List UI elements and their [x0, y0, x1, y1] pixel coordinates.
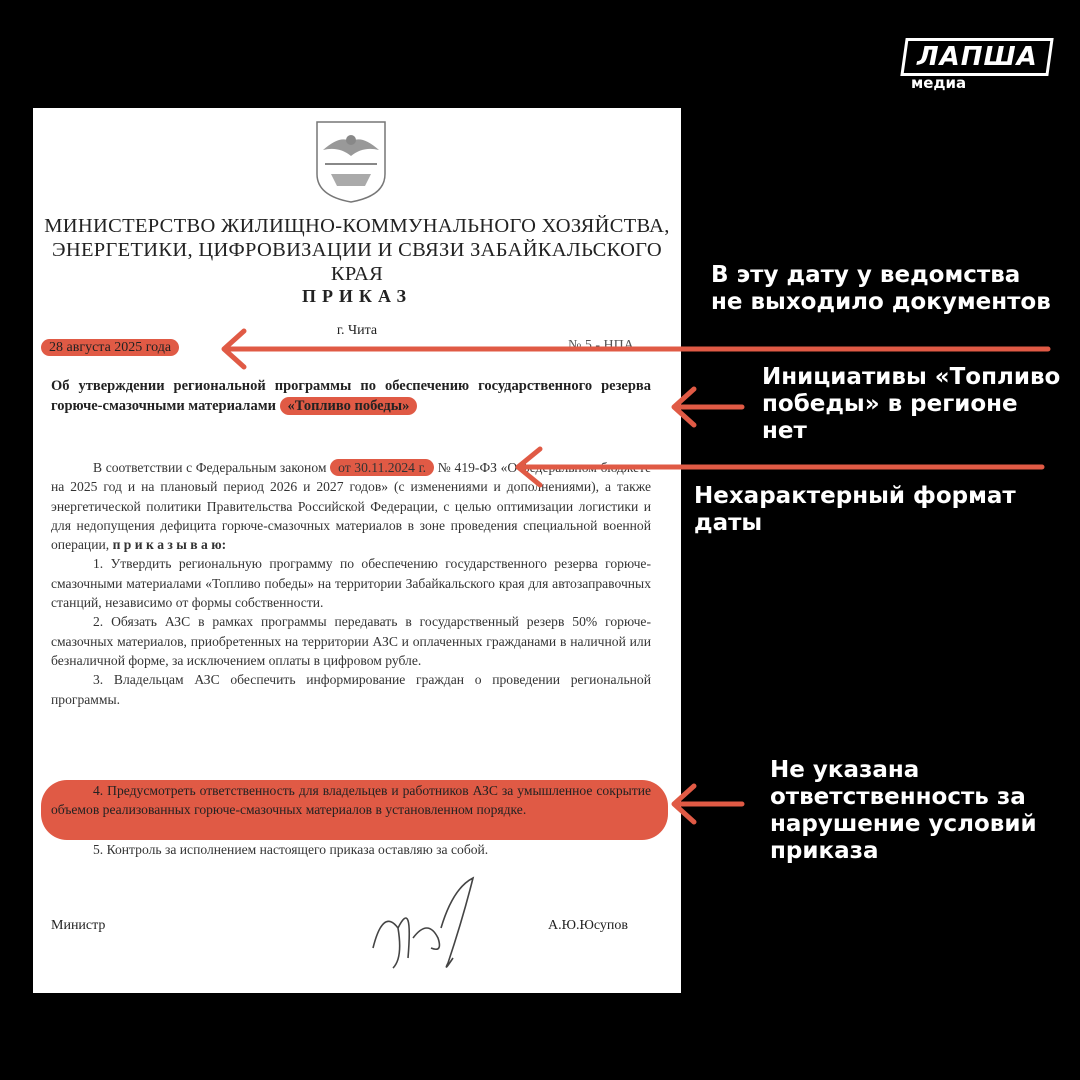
intro-after: № 419-ФЗ «О федеральном бюджете на 2025 год и на плановый период 2026 и 2027 годов» (с изменениями и дополнениями), а также энергетической политики Правительства Российской Федерации, с целью оптимизации логистики и для недопущения дефицита горюче-смазочных материалов в зоне проведения специальной военной операции, [51, 460, 651, 553]
intro-highlight: от 30.11.2024 г. [330, 459, 434, 476]
signature-icon [353, 868, 493, 978]
document-subject [51, 376, 651, 416]
logo-box [900, 38, 1053, 76]
intro-paragraph [51, 458, 651, 554]
point-5: 5. Контроль за исполнением настоящего приказа оставляю за собой. [93, 842, 489, 857]
document-type: ПРИКАЗ [301, 286, 413, 306]
subject-highlight: «Топливо победы» [280, 397, 418, 415]
orders-word: п р и к а з ы в а ю: [112, 537, 227, 553]
document-number: № 5 - НПА [568, 338, 634, 353]
city: г. Чита [336, 323, 378, 338]
brand-logo [903, 38, 1051, 92]
point-5-wrap [51, 840, 651, 859]
minister-name: А.Ю.Юсупов [548, 918, 629, 933]
note-date: В эту дату у ведомства не выходило документов [711, 262, 1051, 315]
point-2: 2. Обязать АЗС в рамках программы передавать в государственный резерв 50% горюче-смазочных материалов, приобретенных на территории АЗС и оплаченных гражданами в наличной или безналичной форме, за исключением оплаты в цифровом рубле. [51, 614, 651, 668]
logo-subtitle: медиа [911, 74, 967, 92]
ministry-title: МИНИСТЕРСТВО ЖИЛИЩНО-КОММУНАЛЬНОГО ХОЗЯЙСТВА, ЭНЕРГЕТИКИ, ЦИФРОВИЗАЦИИ И СВЯЗИ ЗАБАЙКАЛЬСКОГО КРАЯ [44, 215, 670, 285]
point-4: 4. Предусмотреть ответственность для владельцев и работников АЗС за умышленное сокрытие объемов реализованных горюче-смазочных материалов в установленном порядке. [51, 783, 651, 818]
point-1: 1. Утвердить региональную программу по обеспечению государственного резерва горюче-смазочными материалами «Топливо победы» на территории Забайкальского края для автозаправочных станций, независимо от формы собственности. [51, 556, 651, 611]
subject-text: Об утверждении региональной программы по обеспечению государственного резерва горюче-смазочными материалами [51, 378, 651, 414]
document-date [41, 340, 179, 356]
minister-label: Министр [51, 918, 106, 933]
document-body [51, 458, 651, 709]
document-page [33, 108, 681, 993]
point-3: 3. Владельцам АЗС обеспечить информирование граждан о проведении региональной программы. [51, 672, 651, 707]
date-highlight: 28 августа 2025 года [41, 339, 179, 356]
note-initiative: Инициативы «Топливо победы» в регионе нет [762, 364, 1061, 444]
coat-of-arms-icon [311, 116, 391, 204]
note-responsibility: Не указана ответственность за нарушение условий приказа [770, 757, 1037, 864]
intro-before: В соответствии с Федеральным законом [93, 460, 327, 475]
note-date-format: Нехарактерный формат даты [694, 483, 1016, 536]
point-4-wrap [51, 781, 651, 820]
logo-text: ЛАПША [916, 42, 1038, 72]
